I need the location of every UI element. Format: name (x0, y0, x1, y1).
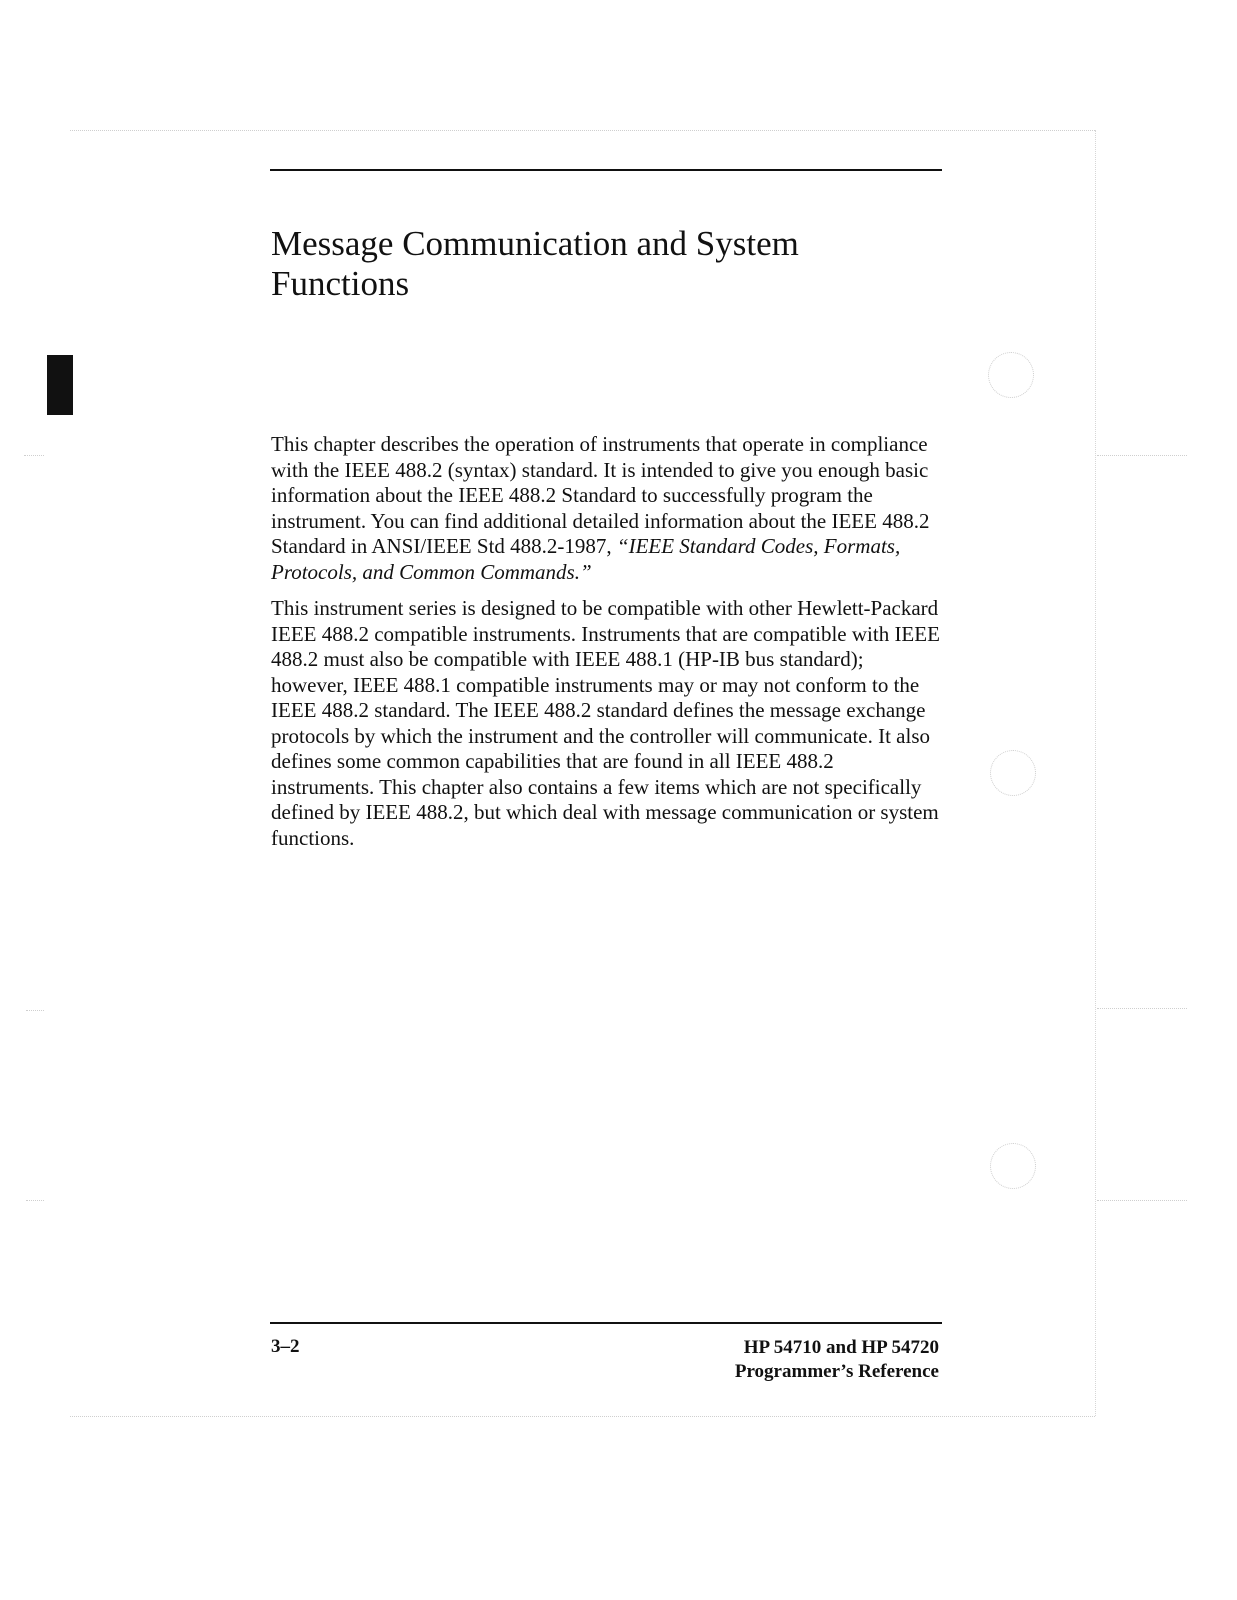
page-number: 3–2 (271, 1336, 300, 1357)
margin-tick (26, 1010, 44, 1011)
margin-tick (24, 455, 44, 456)
binder-hole (990, 1143, 1036, 1189)
chapter-thumb-tab (47, 355, 73, 415)
paragraph-1 (271, 432, 941, 585)
binder-hole (990, 750, 1036, 796)
footer-product-line1: HP 54710 and HP 54720 (743, 1337, 939, 1358)
footer-rule (270, 1322, 942, 1324)
scan-edge-right (1095, 130, 1096, 1416)
standard-citation: “IEEE Standard Codes, Formats, Protocols, and Common Commands.” (271, 534, 901, 584)
body-text (271, 432, 941, 862)
chapter-title: Message Communication and System Functions (271, 224, 799, 303)
footer-product-line2: Programmer’s Reference (734, 1361, 939, 1382)
margin-tick (1097, 455, 1187, 456)
margin-tick (1097, 1200, 1187, 1201)
footer-product-title (735, 1336, 939, 1384)
paragraph-1-text: This chapter describes the operation of instruments that operate in compliance with the IEEE 488.2 (syntax) standard. It is intended to give you enough basic information about the IEEE 488.2 Standard to successfully program the instrument. You can find additional detailed information about the IEEE 488.2 Standard in ANSI/IEEE Std 488.2-1987, (271, 432, 930, 558)
paragraph-2: This instrument series is designed to be compatible with other Hewlett-Packard IEEE 488.2 compatible instruments. Instruments that are compatible with IEEE 488.2 must also be compatible with IEEE 488.1 (HP-IB bus standard); however, IEEE 488.1 compatible instruments may or may not conform to the IEEE 488.2 standard. The IEEE 488.2 standard defines the message exchange protocols by which the instrument and the controller will communicate. It also defines some common capabilities that are found in all IEEE 488.2 instruments. This chapter also contains a few items which are not specifically defined by IEEE 488.2, but which deal with message communication or system functions. (271, 596, 940, 850)
scan-edge-bottom (70, 1416, 1095, 1417)
header-rule (270, 169, 942, 171)
scan-edge-top (70, 130, 1095, 131)
margin-tick (1097, 1008, 1187, 1009)
margin-tick (26, 1200, 44, 1201)
binder-hole (988, 352, 1034, 398)
